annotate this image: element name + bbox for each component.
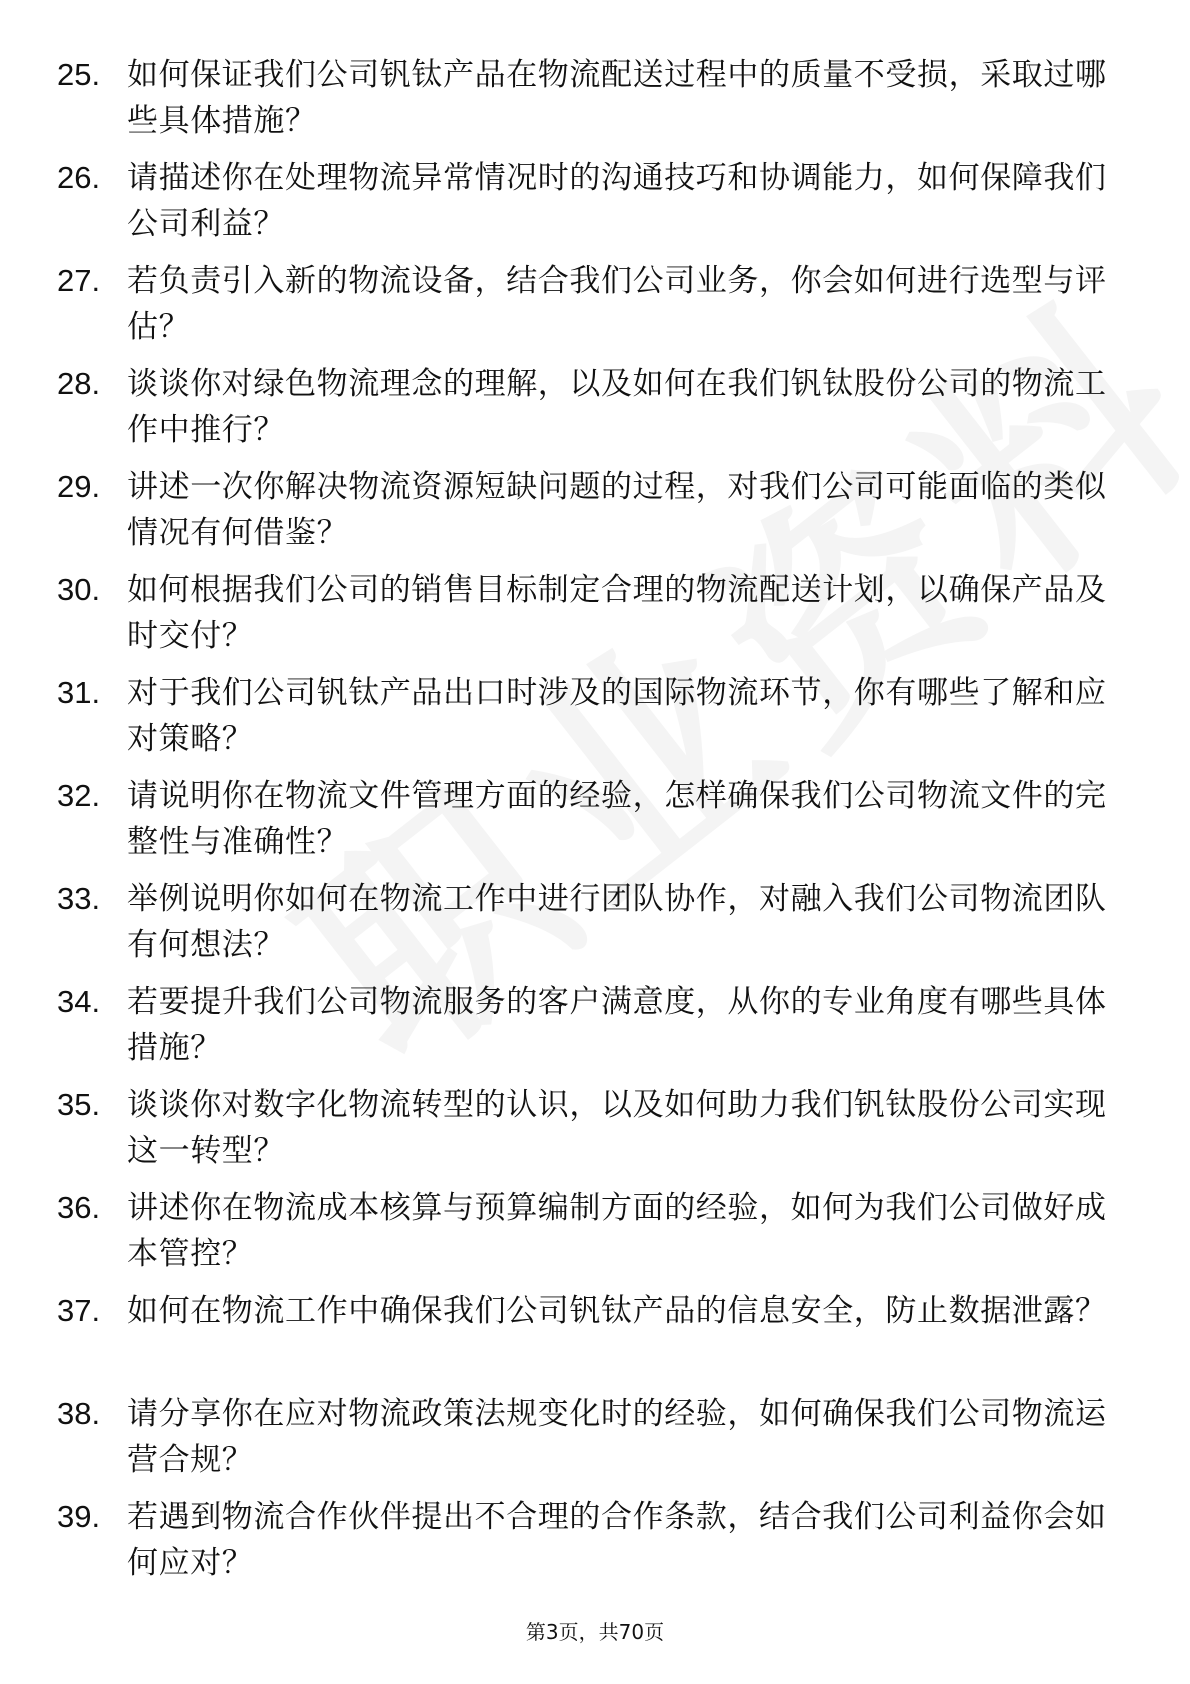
list-item	[0, 52, 1190, 155]
question-text: 举例说明你如何在物流工作中进行团队协作，对融入我们公司物流团队有何想法？	[127, 881, 1107, 963]
question-text: 请分享你在应对物流政策法规变化时的经验，如何确保我们公司物流运营合规？	[127, 1396, 1107, 1478]
question-number: 30.	[57, 572, 101, 607]
question-number: 38.	[57, 1396, 101, 1431]
question-number: 28.	[57, 366, 101, 401]
question-text: 如何保证我们公司钒钛产品在物流配送过程中的质量不受损，采取过哪些具体措施？	[127, 57, 1107, 139]
list-item	[0, 670, 1190, 773]
list-item	[0, 1494, 1190, 1597]
question-text: 讲述你在物流成本核算与预算编制方面的经验，如何为我们公司做好成本管控？	[127, 1190, 1107, 1272]
question-list	[0, 52, 1190, 1597]
list-item	[0, 1288, 1190, 1391]
question-number: 34.	[57, 984, 101, 1019]
page-number: 第3页，共70页	[525, 1620, 665, 1644]
list-item	[0, 258, 1190, 361]
list-item	[0, 361, 1190, 464]
list-item	[0, 1391, 1190, 1494]
list-item	[0, 464, 1190, 567]
question-text: 谈谈你对绿色物流理念的理解，以及如何在我们钒钛股份公司的物流工作中推行？	[127, 366, 1107, 448]
question-number: 37.	[57, 1293, 101, 1328]
question-number: 31.	[57, 675, 101, 710]
question-text: 请描述你在处理物流异常情况时的沟通技巧和协调能力，如何保障我们公司利益？	[127, 160, 1107, 242]
question-number: 27.	[57, 263, 101, 298]
question-text: 谈谈你对数字化物流转型的认识，以及如何助力我们钒钛股份公司实现这一转型？	[127, 1087, 1107, 1169]
question-text: 如何在物流工作中确保我们公司钒钛产品的信息安全，防止数据泄露？	[127, 1293, 1107, 1329]
question-number: 29.	[57, 469, 101, 504]
question-text: 如何根据我们公司的销售目标制定合理的物流配送计划，以确保产品及时交付？	[127, 572, 1107, 654]
list-item	[0, 567, 1190, 670]
question-text: 若遇到物流合作伙伴提出不合理的合作条款，结合我们公司利益你会如何应对？	[127, 1499, 1107, 1581]
question-number: 25.	[57, 57, 101, 92]
question-text: 若负责引入新的物流设备，结合我们公司业务，你会如何进行选型与评估？	[127, 263, 1107, 345]
question-number: 36.	[57, 1190, 101, 1225]
question-number: 35.	[57, 1087, 101, 1122]
list-item	[0, 773, 1190, 876]
list-item	[0, 1185, 1190, 1288]
question-text: 请说明你在物流文件管理方面的经验，怎样确保我们公司物流文件的完整性与准确性？	[127, 778, 1107, 860]
question-number: 39.	[57, 1499, 101, 1534]
question-number: 32.	[57, 778, 101, 813]
question-number: 33.	[57, 881, 101, 916]
question-number: 26.	[57, 160, 101, 195]
list-item	[0, 876, 1190, 979]
question-text: 对于我们公司钒钛产品出口时涉及的国际物流环节，你有哪些了解和应对策略？	[127, 675, 1107, 757]
list-item	[0, 1082, 1190, 1185]
question-text: 讲述一次你解决物流资源短缺问题的过程，对我们公司可能面临的类似情况有何借鉴？	[127, 469, 1107, 551]
question-text: 若要提升我们公司物流服务的客户满意度，从你的专业角度有哪些具体措施？	[127, 984, 1107, 1066]
list-item	[0, 155, 1190, 258]
list-item	[0, 979, 1190, 1082]
